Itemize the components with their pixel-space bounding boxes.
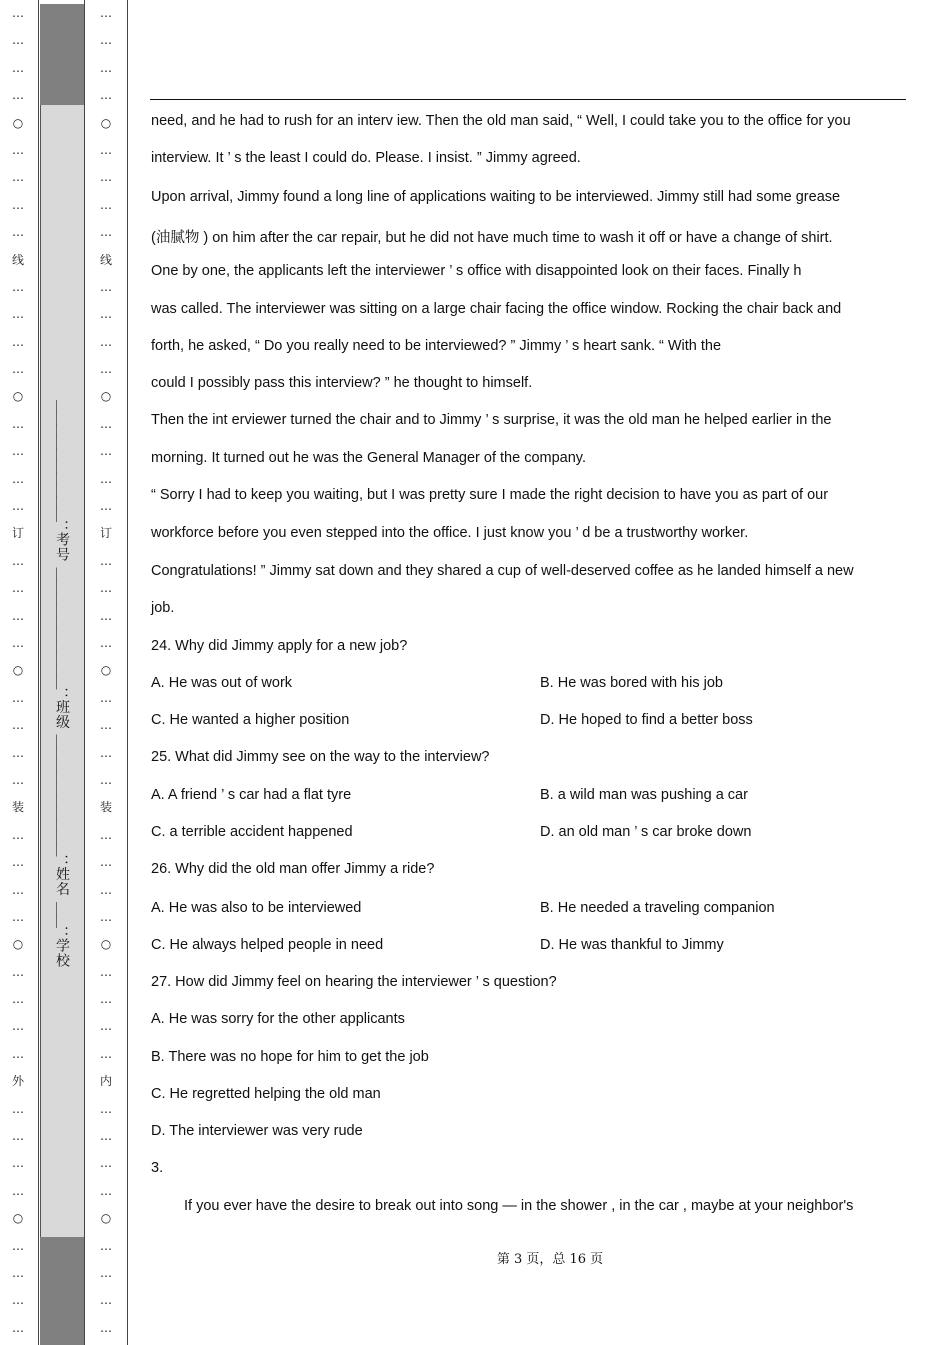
seal-circle: ○: [12, 663, 24, 678]
seal-dot: …: [12, 6, 24, 20]
passage-line: “ Sorry I had to keep you waiting, but I was pretty sure I made the right decision to have you as part of our: [151, 487, 829, 503]
seal-dot: …: [100, 1046, 112, 1061]
seal-dot: …: [12, 608, 24, 623]
option-b[interactable]: B. There was no hope for him to get the job: [151, 1049, 429, 1065]
seal-dot: …: [100, 745, 112, 760]
school-label: 学校: [54, 938, 70, 969]
outer-seal-line: [2, 0, 34, 1345]
seal-dot: …: [100, 1320, 112, 1335]
seal-char: 订: [99, 526, 112, 541]
seal-dot: …: [100, 1293, 112, 1308]
seal-dot: …: [100, 444, 112, 459]
seal-dot: …: [12, 416, 24, 431]
option-b[interactable]: B. a wild man was pushing a car: [540, 787, 748, 803]
seal-dot: …: [100, 882, 112, 897]
seal-dot: …: [100, 992, 112, 1007]
seal-dot: …: [100, 581, 112, 596]
seal-dot: …: [12, 225, 24, 240]
option-a[interactable]: A. He was sorry for the other applicants: [151, 1011, 405, 1027]
option-c[interactable]: C. He regretted helping the old man: [151, 1086, 381, 1102]
seal-dot: …: [100, 471, 112, 486]
seal-dot: …: [100, 225, 112, 240]
passage-line: workforce before you even stepped into the office. I just know you ’ d be a trustworthy worker.: [151, 525, 749, 541]
seal-dot: …: [12, 1046, 24, 1061]
seal-dot: …: [100, 307, 112, 322]
seal-dot: …: [12, 1156, 24, 1171]
option-d[interactable]: D. He hoped to find a better boss: [540, 712, 753, 728]
seal-dot: …: [12, 827, 24, 842]
seal-dot: …: [100, 1265, 112, 1280]
class-label: 班级: [54, 699, 70, 730]
seal-dot: …: [100, 416, 112, 431]
seal-dot: …: [12, 197, 24, 212]
seal-dot: …: [100, 362, 112, 377]
option-c[interactable]: C. a terrible accident happened: [151, 824, 353, 840]
seal-dot: …: [100, 855, 112, 870]
section-number: 3.: [151, 1160, 164, 1176]
seal-dot: …: [12, 170, 24, 185]
seal-dot: …: [100, 718, 112, 733]
student-info-fields: [50, 400, 72, 968]
seal-dot: …: [100, 1019, 112, 1034]
seal-circle: ○: [100, 1211, 112, 1226]
seal-dot: …: [12, 1019, 24, 1034]
seal-dot: …: [100, 6, 112, 20]
seal-dot: …: [100, 1101, 112, 1116]
question-stem: 27. How did Jimmy feel on hearing the interviewer ’ s question?: [151, 974, 557, 990]
seal-char: 线: [11, 252, 24, 267]
seal-dot: …: [100, 142, 112, 157]
question-stem: 26. Why did the old man offer Jimmy a ride?: [151, 861, 435, 877]
seal-dot: …: [12, 964, 24, 979]
seal-dot: …: [12, 772, 24, 787]
seal-dot: …: [12, 499, 24, 514]
seal-char: 外: [11, 1074, 24, 1089]
seal-dot: …: [12, 909, 24, 924]
passage-line: could I possibly pass this interview? ” he thought to himself.: [151, 375, 533, 391]
seal-dot: …: [12, 362, 24, 377]
seal-dot: …: [100, 60, 112, 75]
blank: ＿＿＿＿＿＿＿＿＿＿：: [54, 400, 70, 532]
binding-strip-top-block: [40, 4, 85, 105]
seal-dot: …: [12, 142, 24, 157]
seal-dot: …: [12, 690, 24, 705]
seal-dot: …: [100, 170, 112, 185]
passage-line: Then the int erviewer turned the chair and to Jimmy ’ s surprise, it was the old man he helped earlier in the: [151, 412, 832, 428]
passage-line: Congratulations! ” Jimmy sat down and they shared a cup of well-deserved coffee as he landed himself a new: [151, 563, 854, 579]
seal-dot: …: [12, 444, 24, 459]
option-d[interactable]: D. He was thankful to Jimmy: [540, 937, 724, 953]
seal-dot: …: [12, 88, 24, 103]
margin-rule-right: [127, 0, 128, 1345]
seal-circle: ○: [100, 115, 112, 130]
section-3-first-line: If you ever have the desire to break out into song — in the shower , in the car , maybe at your neighbor's: [184, 1198, 854, 1214]
margin-rule-middle: [84, 0, 85, 1345]
seal-dot: …: [12, 1183, 24, 1198]
seal-circle: ○: [12, 937, 24, 952]
option-c[interactable]: C. He always helped people in need: [151, 937, 384, 953]
passage-line: was called. The interviewer was sitting on a large chair facing the office window. Rocking the chair back and: [151, 301, 842, 317]
seal-circle: ○: [100, 663, 112, 678]
option-a[interactable]: A. A friend ’ s car had a flat tyre: [151, 787, 352, 803]
seal-dot: …: [100, 499, 112, 514]
seal-dot: …: [100, 909, 112, 924]
seal-dot: …: [12, 718, 24, 733]
seal-dot: …: [100, 279, 112, 294]
blank: ＿＿＿＿＿＿＿＿＿＿：: [54, 734, 70, 867]
option-b[interactable]: B. He needed a traveling companion: [540, 900, 775, 916]
seal-dot: …: [12, 1101, 24, 1116]
seal-dot: …: [100, 334, 112, 349]
seal-circle: ○: [100, 937, 112, 952]
seal-dot: …: [12, 882, 24, 897]
seal-dot: …: [12, 1129, 24, 1144]
blank: ＿＿＿＿＿＿＿＿＿＿：: [54, 567, 70, 700]
seal-dot: …: [12, 581, 24, 596]
option-d[interactable]: D. The interviewer was very rude: [151, 1123, 363, 1139]
passage-line: (油腻物 ) on him after the car repair, but he did not have much time to wash it off or have a change of shirt.: [151, 230, 833, 246]
option-b[interactable]: B. He was bored with his job: [540, 675, 723, 691]
passage-line: job.: [151, 600, 175, 616]
seal-dot: …: [12, 1293, 24, 1308]
seal-char: 订: [11, 526, 24, 541]
passage-line: morning. It turned out he was the General Manager of the company.: [151, 450, 586, 466]
seal-dot: …: [12, 553, 24, 568]
seal-char: 装: [11, 800, 24, 815]
seal-dot: …: [12, 745, 24, 760]
seal-dot: …: [100, 772, 112, 787]
question-stem: 24. Why did Jimmy apply for a new job?: [151, 638, 408, 654]
passage-line: Upon arrival, Jimmy found a long line of applications waiting to be interviewed. Jimmy still had some grease: [151, 189, 841, 205]
inner-seal-line: [90, 0, 122, 1345]
seal-circle: ○: [12, 389, 24, 404]
seal-char: 装: [99, 800, 112, 815]
seal-dot: …: [12, 334, 24, 349]
seal-dot: …: [100, 88, 112, 103]
seal-dot: …: [100, 964, 112, 979]
seal-dot: …: [100, 608, 112, 623]
seal-circle: ○: [12, 115, 24, 130]
seal-dot: …: [100, 690, 112, 705]
seal-circle: ○: [12, 1211, 24, 1226]
seal-dot: …: [12, 1320, 24, 1335]
question-stem: 25. What did Jimmy see on the way to the interview?: [151, 749, 490, 765]
seal-dot: …: [12, 1238, 24, 1253]
passage-line: forth, he asked, “ Do you really need to be interviewed? ” Jimmy ’ s heart sank. “ With the: [151, 338, 722, 354]
seal-dot: …: [12, 635, 24, 650]
passage-line: interview. It ’ s the least I could do. Please. I insist. ” Jimmy agreed.: [151, 150, 581, 166]
seal-dot: …: [12, 33, 24, 48]
passage-line: need, and he had to rush for an interv iew. Then the old man said, “ Well, I could take you to the office for you: [151, 113, 851, 129]
seal-dot: …: [12, 60, 24, 75]
seal-circle: ○: [100, 389, 112, 404]
seal-dot: …: [12, 855, 24, 870]
option-a[interactable]: A. He was also to be interviewed: [151, 900, 362, 916]
option-d[interactable]: D. an old man ’ s car broke down: [540, 824, 752, 840]
seal-dot: …: [100, 635, 112, 650]
passage-line: One by one, the applicants left the interviewer ’ s office with disappointed look on their faces. Finally h: [151, 263, 802, 279]
seal-dot: …: [12, 471, 24, 486]
seal-char: 内: [99, 1074, 112, 1089]
seal-dot: …: [100, 827, 112, 842]
seal-char: 线: [99, 252, 112, 267]
seal-dot: …: [100, 1129, 112, 1144]
exam-no-label: 考号: [54, 532, 70, 562]
seal-dot: …: [12, 307, 24, 322]
seal-dot: …: [100, 1238, 112, 1253]
seal-dot: …: [12, 992, 24, 1007]
seal-dot: …: [100, 1156, 112, 1171]
blank: ＿＿：: [54, 902, 70, 939]
seal-dot: …: [100, 33, 112, 48]
option-c[interactable]: C. He wanted a higher position: [151, 712, 350, 728]
seal-dot: …: [12, 1265, 24, 1280]
seal-dot: …: [100, 553, 112, 568]
margin-rule-left: [38, 0, 39, 1345]
seal-dot: …: [100, 197, 112, 212]
page-footer: 第 3 页，总 16 页: [496, 1252, 604, 1267]
name-label: 姓名: [54, 866, 70, 897]
header-rule: [150, 99, 906, 100]
option-a[interactable]: A. He was out of work: [151, 675, 293, 691]
seal-dot: …: [12, 279, 24, 294]
seal-dot: …: [100, 1183, 112, 1198]
